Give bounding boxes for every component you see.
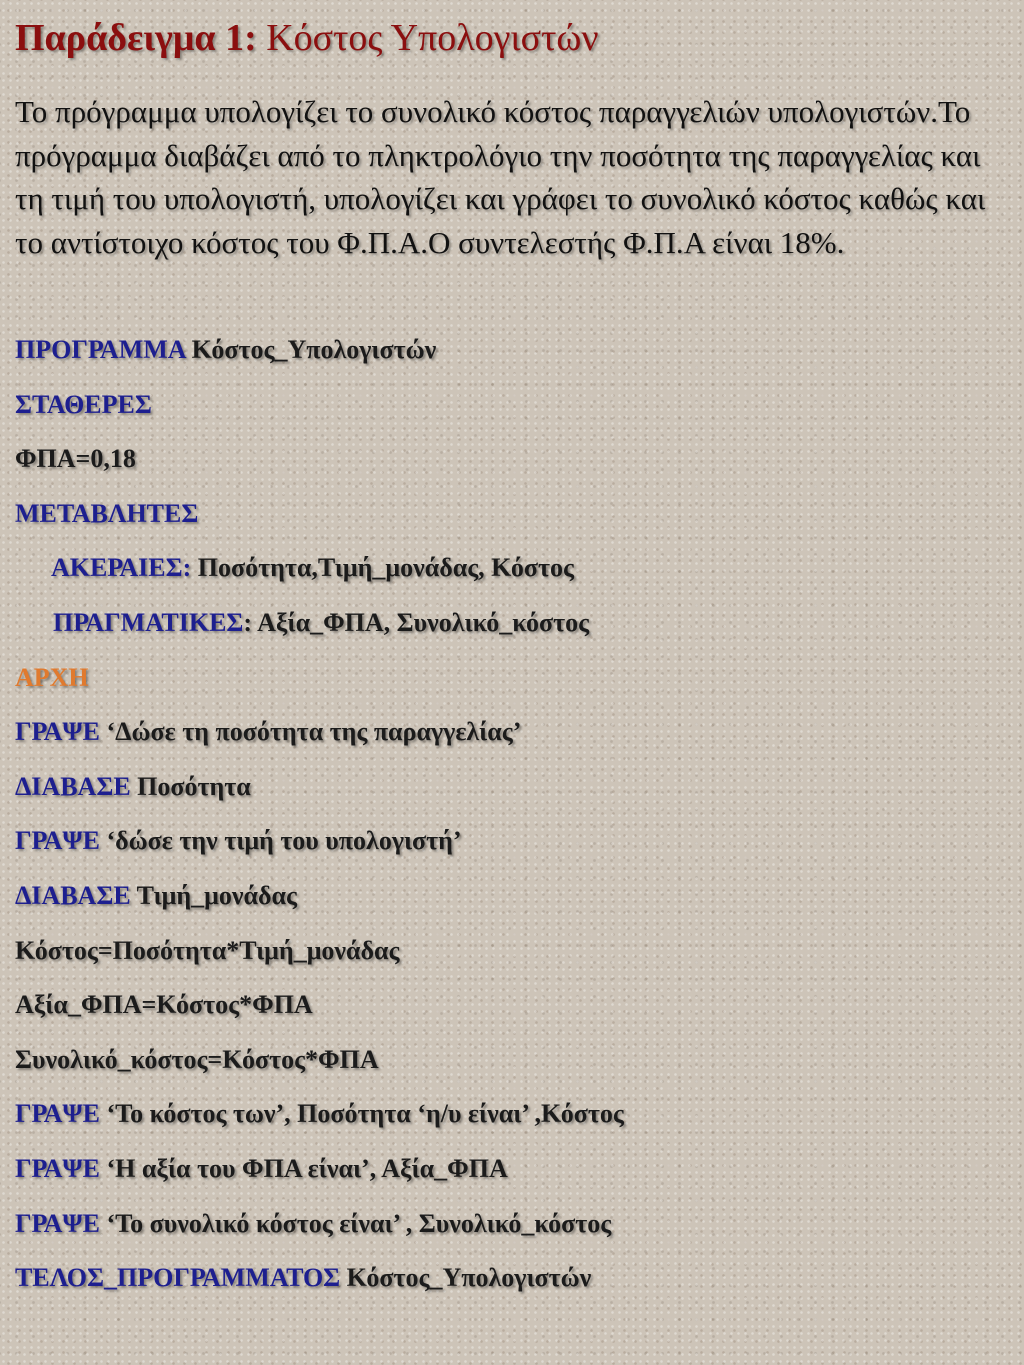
code-line-calc-total: [15, 1036, 1015, 1091]
code-line-end-program: [15, 1254, 1015, 1309]
code-text: Ποσότητα,Τιμή_μονάδας, Κόστος: [191, 553, 575, 583]
code-text: Ποσότητα: [130, 771, 251, 801]
keyword: ΤΕΛΟΣ_ΠΡΟΓΡΑΜΜΑΤΟΣ: [15, 1263, 341, 1293]
title-topic: Κόστος Υπολογιστών: [256, 17, 599, 59]
code-line-calc-vat: [15, 981, 1015, 1036]
keyword: ΠΡΟΓΡΑΜΜΑ: [15, 335, 186, 364]
code-text: ‘Το κόστος των’, Ποσότητα ‘η/υ είναι’ ,Κόστος: [100, 1099, 624, 1129]
code-text: ΦΠΑ=0,18: [15, 444, 136, 474]
code-line-write-price-prompt: [15, 817, 1015, 872]
code-text: ‘Το συνολικό κόστος είναι’ , Συνολικό_κόστος: [100, 1208, 612, 1238]
code-text: Τιμή_μονάδας: [130, 880, 297, 910]
pseudocode-block: [15, 326, 1015, 1309]
keyword: ΑΚΕΡΑΙΕΣ:: [51, 553, 192, 583]
code-text: ‘Η αξία του ΦΠΑ είναι’, Αξία_ΦΠΑ: [100, 1153, 508, 1183]
keyword: ΓΡΑΨΕ: [15, 826, 100, 856]
keyword: ΔΙΑΒΑΣΕ: [15, 771, 131, 801]
code-text: Κόστος_Υπολογιστών: [340, 1263, 592, 1293]
code-line-read-price: [15, 872, 1015, 927]
slide-title: [15, 14, 599, 62]
keyword: ΣΤΑΘΕΡΕΣ: [15, 389, 152, 419]
code-line-variables: [15, 490, 1015, 545]
code-line-program: [15, 326, 1015, 381]
keyword: ΓΡΑΨΕ: [15, 1208, 100, 1238]
code-text: Κόστος=Ποσότητα*Τιμή_μονάδας: [15, 935, 400, 965]
keyword: ΠΡΑΓΜΑΤΙΚΕΣ: [53, 607, 244, 637]
code-line-write-cost: [15, 1090, 1015, 1145]
keyword: ΜΕΤΑΒΛΗΤΕΣ: [15, 498, 199, 528]
problem-description: Το πρόγραμμα υπολογίζει το συνολικό κόστος παραγγελιών υπολογιστών.Το πρόγραμμα διαβάζει από το πληκτρολόγιο την ποσότητα της παραγγελίας και τη τιμή του υπολογιστή, υπολογίζει και γράφει το συνολικό κόστος καθώς και το αντίστοιχο κόστος του Φ.Π.Α.Ο συντελεστής Φ.Π.Α είναι 18%.: [15, 94, 986, 260]
code-text: Αξία_ΦΠΑ=Κόστος*ΦΠΑ: [15, 990, 313, 1020]
code-text: Συνολικό_κόστος=Κόστος*ΦΠΑ: [15, 1044, 379, 1074]
code-line-write-vat: [15, 1145, 1015, 1200]
code-text: : Αξία_ΦΠΑ, Συνολικό_κόστος: [243, 607, 590, 637]
title-example-label: Παράδειγμα 1:: [15, 17, 257, 59]
code-line-integers: [15, 544, 1015, 599]
code-text: Κόστος_Υπολογιστών: [185, 335, 437, 364]
code-line-constants: [15, 381, 1015, 436]
code-line-vat-constant: [15, 435, 1015, 490]
keyword: ΓΡΑΨΕ: [15, 1153, 100, 1183]
code-line-begin: [15, 654, 1015, 709]
keyword: ΓΡΑΨΕ: [15, 717, 100, 747]
keyword: ΓΡΑΨΕ: [15, 1099, 100, 1129]
keyword: ΔΙΑΒΑΣΕ: [15, 880, 131, 910]
code-line-write-quantity-prompt: [15, 708, 1015, 763]
keyword: ΑΡΧΗ: [15, 662, 89, 692]
code-line-read-quantity: [15, 763, 1015, 818]
code-line-reals: [15, 599, 1015, 654]
code-line-write-total: [15, 1200, 1015, 1255]
code-text: ‘Δώσε τη ποσότητα της παραγγελίας’: [100, 717, 522, 747]
code-text: ‘δώσε την τιμή του υπολογιστή’: [100, 826, 462, 856]
code-line-calc-cost: [15, 927, 1015, 982]
